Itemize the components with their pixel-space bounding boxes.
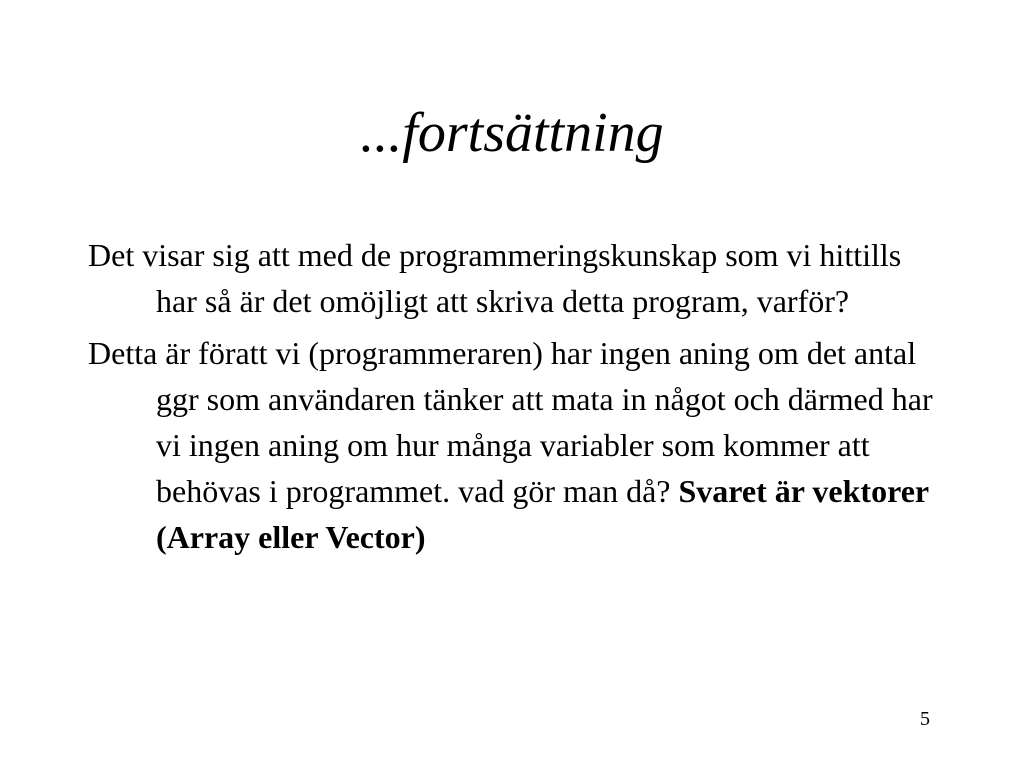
slide-title: ...fortsättning (360, 102, 664, 164)
bullet-paragraph-2 (88, 330, 948, 560)
page-number: 5 (920, 708, 930, 730)
slide-body (88, 232, 948, 566)
paragraph-2-answer: Svaret är vektorer (Array eller Vector) (156, 473, 929, 555)
bullet-paragraph-1 (88, 232, 948, 324)
paragraph-1-text: Det visar sig att med de programmeringskunskap som vi hittills har så är det omöjligt att skriva detta program, varför? (88, 237, 902, 319)
paragraph-2-text: Detta är föratt vi (programmeraren) har ingen aning om det antal ggr som användaren tänker att mata in något och därmed har vi ingen aning om hur många variabler som kommer att behövas i programmet. vad gör man då? (88, 335, 933, 509)
